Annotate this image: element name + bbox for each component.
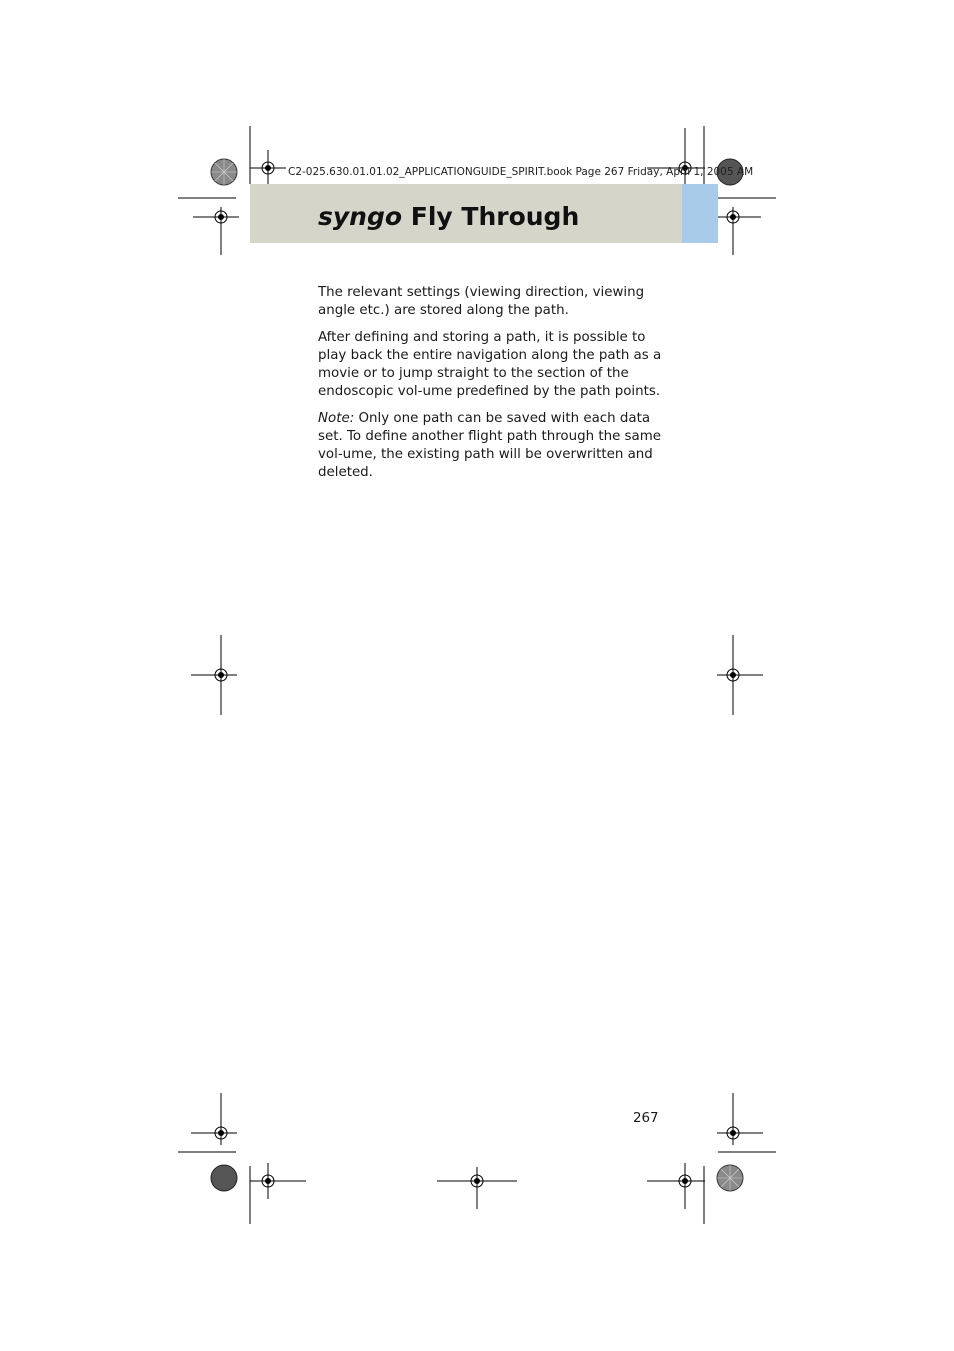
print-slug: C2-025.630.01.01.02_APPLICATIONGUIDE_SPIRIT.book Page 267 Friday, April 1, 2005 AM	[288, 166, 754, 178]
header-tab	[682, 184, 718, 243]
title-text: Fly Through	[402, 202, 580, 231]
note-text: Only one path can be saved with each data set. To define another flight path through the same vol-ume, the existing path will be overwritten and deleted.	[318, 411, 662, 480]
body-text	[318, 284, 668, 491]
page-number: 267	[633, 1111, 659, 1126]
paragraph-playback: After defining and storing a path, it is possible to play back the entire navigation along the path as a movie or to jump straight to the section of the endoscopic vol-ume predefined by the path points.	[318, 330, 662, 399]
page-title	[318, 202, 579, 231]
paragraph-settings: The relevant settings (viewing direction, viewing angle etc.) are stored along the path.	[318, 285, 645, 318]
note-label: Note:	[318, 411, 355, 426]
brand-name: syngo	[318, 202, 403, 231]
paragraph-note	[318, 410, 668, 482]
